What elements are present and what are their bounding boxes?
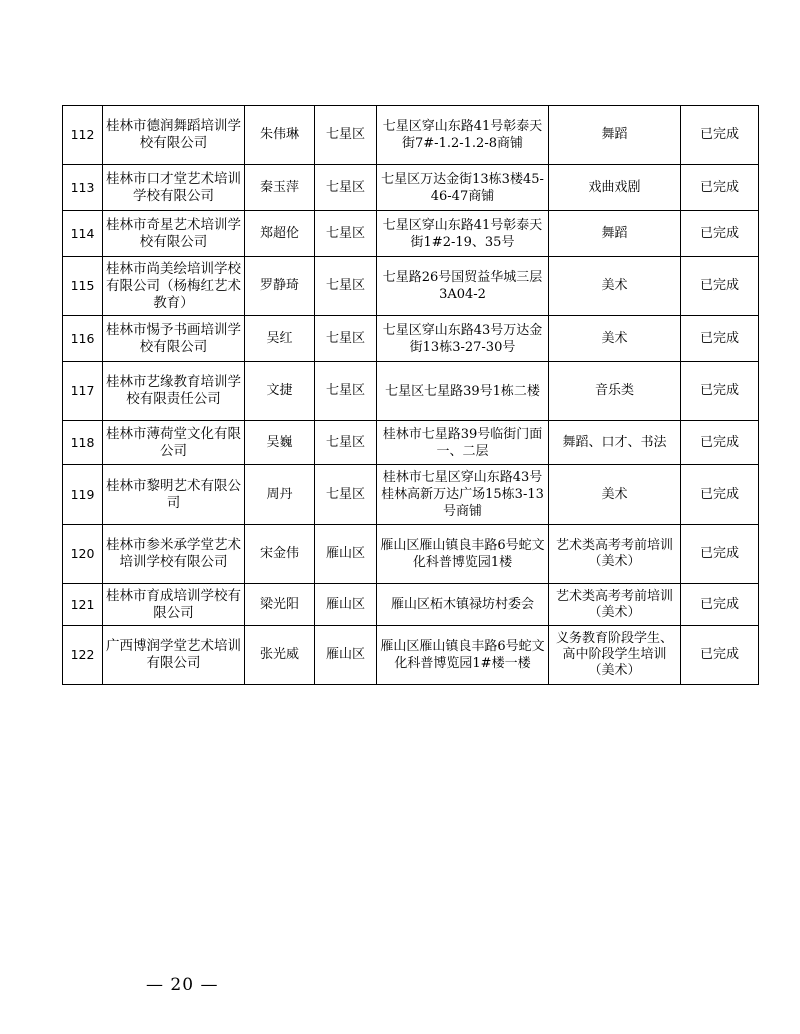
institution-name: 桂林市薄荷堂文化有限公司 [103, 421, 245, 465]
institution-name: 桂林市口才堂艺术培训学校有限公司 [103, 165, 245, 211]
address: 雁山区柘木镇禄坊村委会 [377, 584, 549, 626]
training-category: 义务教育阶段学生、高中阶段学生培训（美术） [549, 626, 681, 685]
contact-person: 宋金伟 [245, 525, 315, 584]
contact-person: 周丹 [245, 465, 315, 525]
status: 已完成 [681, 165, 759, 211]
contact-person: 罗静琦 [245, 257, 315, 316]
table-row [63, 165, 759, 211]
district: 七星区 [315, 362, 377, 421]
contact-person: 吴巍 [245, 421, 315, 465]
contact-person: 朱伟琳 [245, 106, 315, 165]
district: 七星区 [315, 465, 377, 525]
training-category: 美术 [549, 465, 681, 525]
contact-person: 梁光阳 [245, 584, 315, 626]
table-row [63, 106, 759, 165]
status: 已完成 [681, 584, 759, 626]
address: 七星区穿山东路43号万达金街13栋3-27-30号 [377, 316, 549, 362]
table-row [63, 316, 759, 362]
status: 已完成 [681, 106, 759, 165]
address: 七星区穿山东路41号彰泰天街7#-1.2-1.2-8商铺 [377, 106, 549, 165]
row-index: 115 [63, 257, 103, 316]
status: 已完成 [681, 421, 759, 465]
status: 已完成 [681, 525, 759, 584]
row-index: 113 [63, 165, 103, 211]
status: 已完成 [681, 465, 759, 525]
address: 七星区万达金街13栋3楼45-46-47商铺 [377, 165, 549, 211]
table-row [63, 465, 759, 525]
address: 桂林市七星区穿山东路43号桂林高新万达广场15栋3-13号商铺 [377, 465, 549, 525]
district: 七星区 [315, 257, 377, 316]
district: 七星区 [315, 316, 377, 362]
training-category: 舞蹈、口才、书法 [549, 421, 681, 465]
district: 雁山区 [315, 584, 377, 626]
training-institution-table [62, 105, 759, 685]
row-index: 121 [63, 584, 103, 626]
row-index: 119 [63, 465, 103, 525]
row-index: 118 [63, 421, 103, 465]
training-category: 舞蹈 [549, 211, 681, 257]
table-row [63, 257, 759, 316]
row-index: 116 [63, 316, 103, 362]
table-row [63, 421, 759, 465]
address: 雁山区雁山镇良丰路6号蛇文化科普博览园1#楼一楼 [377, 626, 549, 685]
status: 已完成 [681, 362, 759, 421]
institution-name: 桂林市德润舞蹈培训学校有限公司 [103, 106, 245, 165]
training-category: 美术 [549, 316, 681, 362]
status: 已完成 [681, 316, 759, 362]
district: 雁山区 [315, 525, 377, 584]
institution-name: 桂林市参米承学堂艺术培训学校有限公司 [103, 525, 245, 584]
institution-name: 广西博润学堂艺术培训有限公司 [103, 626, 245, 685]
institution-name: 桂林市艺缘教育培训学校有限责任公司 [103, 362, 245, 421]
row-index: 122 [63, 626, 103, 685]
training-category: 戏曲戏剧 [549, 165, 681, 211]
status: 已完成 [681, 211, 759, 257]
table-row [63, 584, 759, 626]
institution-name: 桂林市惕予书画培训学校有限公司 [103, 316, 245, 362]
address: 雁山区雁山镇良丰路6号蛇文化科普博览园1楼 [377, 525, 549, 584]
district: 七星区 [315, 421, 377, 465]
address: 桂林市七星路39号临街门面一、二层 [377, 421, 549, 465]
contact-person: 张光威 [245, 626, 315, 685]
status: 已完成 [681, 257, 759, 316]
address: 七星区七星路39号1栋二楼 [377, 362, 549, 421]
page-number: — 20 — [146, 975, 219, 995]
institution-name: 桂林市奇星艺术培训学校有限公司 [103, 211, 245, 257]
contact-person: 吴红 [245, 316, 315, 362]
institution-name: 桂林市育成培训学校有限公司 [103, 584, 245, 626]
district: 七星区 [315, 211, 377, 257]
district: 七星区 [315, 106, 377, 165]
institution-name: 桂林市黎明艺术有限公司 [103, 465, 245, 525]
training-category: 音乐类 [549, 362, 681, 421]
row-index: 120 [63, 525, 103, 584]
contact-person: 郑超伦 [245, 211, 315, 257]
status: 已完成 [681, 626, 759, 685]
district: 七星区 [315, 165, 377, 211]
contact-person: 秦玉萍 [245, 165, 315, 211]
address: 七星路26号国贸益华城三层3A04-2 [377, 257, 549, 316]
training-category: 艺术类高考考前培训（美术） [549, 584, 681, 626]
training-category: 美术 [549, 257, 681, 316]
row-index: 112 [63, 106, 103, 165]
training-category: 舞蹈 [549, 106, 681, 165]
training-category: 艺术类高考考前培训（美术） [549, 525, 681, 584]
district: 雁山区 [315, 626, 377, 685]
address: 七星区穿山东路41号彰泰天街1#2-19、35号 [377, 211, 549, 257]
table-row [63, 626, 759, 685]
row-index: 117 [63, 362, 103, 421]
table-row [63, 211, 759, 257]
contact-person: 文捷 [245, 362, 315, 421]
table-row [63, 362, 759, 421]
institution-name: 桂林市尚美绘培训学校有限公司（杨梅红艺术教育） [103, 257, 245, 316]
row-index: 114 [63, 211, 103, 257]
table-row [63, 525, 759, 584]
